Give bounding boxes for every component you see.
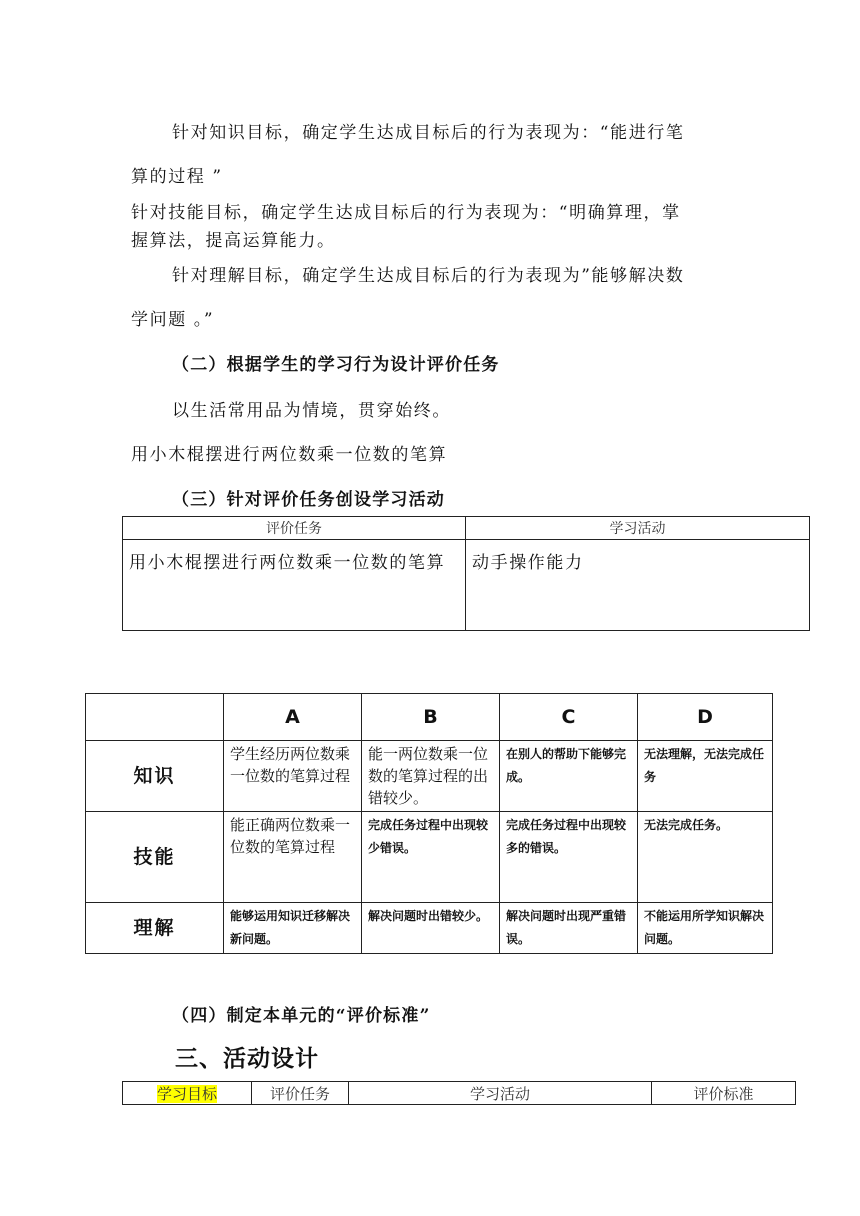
section-heading-3: （三）针对评价任务创设学习活动: [172, 490, 445, 510]
table-header: 评价任务: [252, 1082, 349, 1105]
table-header: [123, 1082, 252, 1105]
table-cell: 动手操作能力: [466, 540, 810, 631]
rubric-cell: 能一两位数乘一位数的笔算过程的出错较少。: [362, 741, 500, 812]
table-header: 学习活动: [466, 517, 810, 540]
rubric-cell: 不能运用所学知识解决问题。: [638, 903, 773, 954]
rubric-cell: 完成任务过程中出现较少错误。: [362, 812, 500, 903]
rubric-corner: [86, 694, 224, 741]
activity-design-table: [122, 1081, 796, 1105]
rubric-cell: 能正确两位数乘一位数的笔算过程: [224, 812, 362, 903]
rubric-row-label: 知识: [86, 741, 224, 812]
table-cell: 用小木棍摆进行两位数乘一位数的笔算: [123, 540, 466, 631]
task-activity-table: [122, 516, 810, 631]
table-row: [86, 903, 773, 954]
text-line: 握算法，提高运算能力。: [131, 231, 336, 251]
table-row: [86, 812, 773, 903]
rubric-row-label: 理解: [86, 903, 224, 954]
rubric-cell: 完成任务过程中出现较多的错误。: [500, 812, 638, 903]
rubric-row-label: 技能: [86, 812, 224, 903]
text-line: 针对理解目标，确定学生达成目标后的行为表现为”能够解决数: [172, 266, 685, 286]
table-header: 评价任务: [123, 517, 466, 540]
table-header: 学习活动: [349, 1082, 652, 1105]
table-header: 评价标准: [652, 1082, 796, 1105]
text-line: 学问题 。”: [131, 310, 215, 330]
rubric-cell: 无法理解，无法完成任务: [638, 741, 773, 812]
rubric-header-c: C: [500, 694, 638, 741]
rubric-cell: 解决问题时出现严重错误。: [500, 903, 638, 954]
rubric-cell: 在别人的帮助下能够完成。: [500, 741, 638, 812]
rubric-header-d: D: [638, 694, 773, 741]
rubric-header-b: B: [362, 694, 500, 741]
rubric-cell: 学生经历两位数乘一位数的笔算过程: [224, 741, 362, 812]
section2-line2: 用小木棍摆进行两位数乘一位数的笔算: [131, 445, 448, 465]
text-line: 算的过程 ”: [131, 167, 223, 187]
section-heading-4: （四）制定本单元的“评价标准”: [172, 1006, 431, 1026]
highlighted-header: 学习目标: [156, 1084, 217, 1103]
rubric-cell: 能够运用知识迁移解决新问题。: [224, 903, 362, 954]
rubric-header-a: A: [224, 694, 362, 741]
table-row: [123, 540, 810, 631]
text-line: 针对技能目标，确定学生达成目标后的行为表现为：“明确算理，掌: [131, 203, 681, 223]
rubric-table: [85, 693, 773, 954]
table-row: [86, 741, 773, 812]
rubric-cell: 解决问题时出错较少。: [362, 903, 500, 954]
section2-line1: 以生活常用品为情境，贯穿始终。: [172, 401, 451, 421]
part3-heading: 三、活动设计: [175, 1046, 319, 1072]
section-heading-2: （二）根据学生的学习行为设计评价任务: [172, 355, 500, 375]
text-line: 针对知识目标，确定学生达成目标后的行为表现为：“能进行笔: [172, 123, 685, 143]
rubric-cell: 无法完成任务。: [638, 812, 773, 903]
